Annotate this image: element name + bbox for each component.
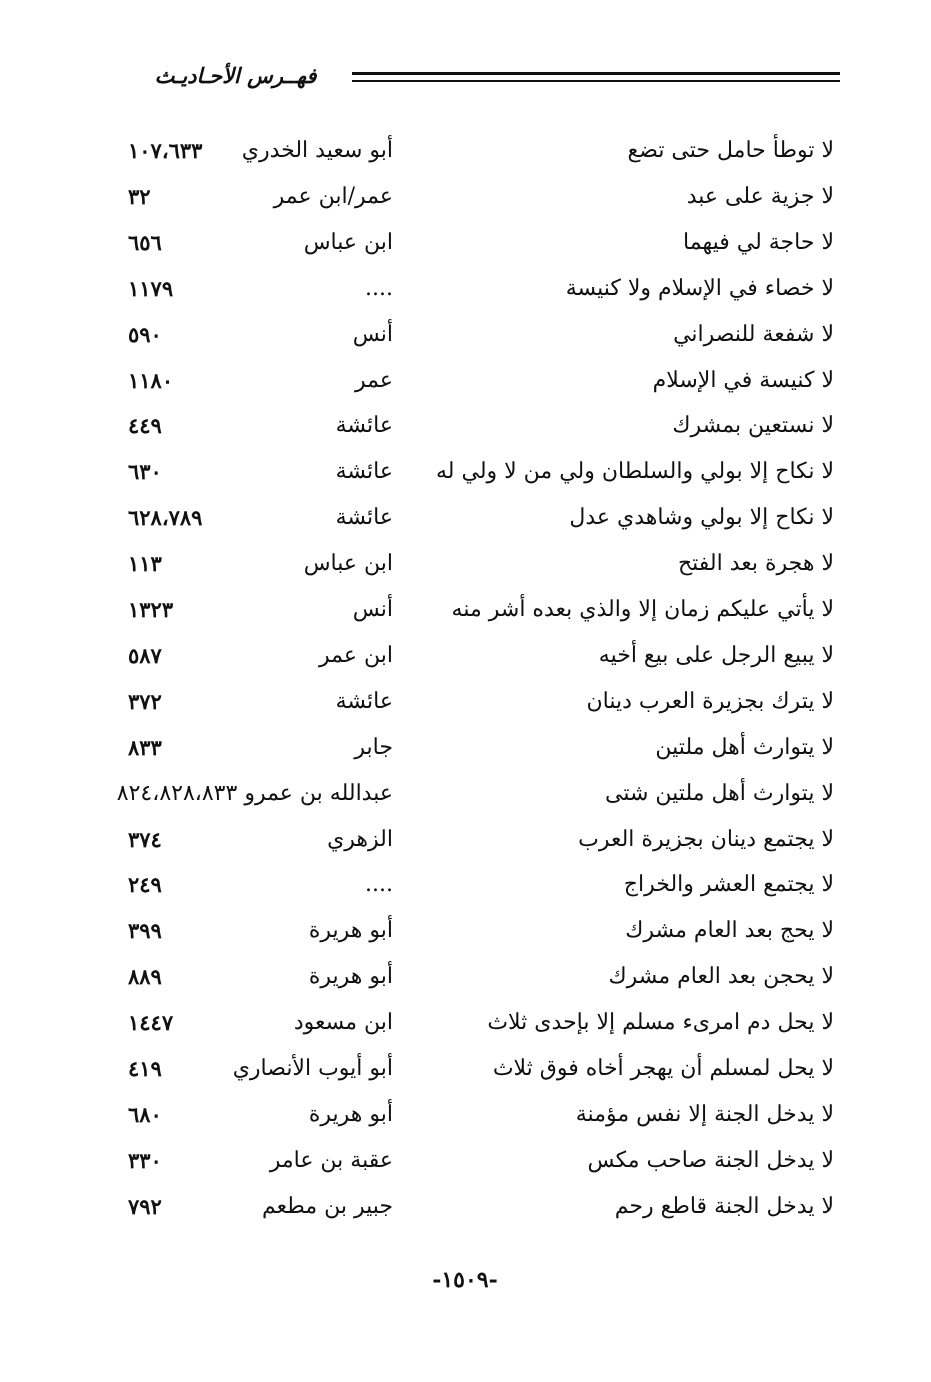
narrator: عائشة: [335, 505, 393, 530]
narrator: عبدالله بن عمرو ٨٢٤،٨٢٨،٨٣٣: [116, 781, 393, 806]
page-references: ٨٨٩: [128, 964, 162, 989]
hadith-text: لا يحل دم امرىء مسلم إلا بإحدى ثلاث: [487, 1010, 834, 1035]
narrator: ابن مسعود: [293, 1010, 393, 1035]
hadith-text: لا يدخل الجنة إلا نفس مؤمنة: [575, 1102, 834, 1127]
page-references: ٣٢: [128, 184, 151, 209]
narrator: ابن عباس: [303, 551, 393, 576]
index-row: [0, 449, 931, 495]
page-references: ٦٥٦: [128, 230, 162, 255]
hadith-text: لا يبيع الرجل على بيع أخيه: [598, 643, 834, 668]
page-references: ٣٧٢: [128, 689, 162, 714]
narrator: أبو هريرة: [308, 1102, 393, 1127]
running-header-title: فهــرس الأحـاديـث: [154, 64, 317, 88]
index-row: [0, 1046, 931, 1092]
hadith-text: لا خصاء في الإسلام ولا كنيسة: [565, 276, 834, 301]
hadith-text: لا جزية على عبد: [686, 184, 834, 209]
hadith-text: لا يترك بجزيرة العرب دينان: [586, 689, 834, 714]
hadith-text: لا يحل لمسلم أن يهجر أخاه فوق ثلاث: [492, 1056, 834, 1081]
index-row: [0, 266, 931, 312]
narrator: أبو هريرة: [308, 964, 393, 989]
page-references: ٤١٩: [128, 1056, 162, 1081]
narrator: عائشة: [335, 689, 393, 714]
hadith-text: لا توطأ حامل حتى تضع: [627, 138, 834, 163]
page-references: ١١٧٩: [128, 276, 174, 301]
hadith-text: لا حاجة لي فيهما: [683, 230, 834, 255]
page-references: ٧٩٢: [128, 1194, 162, 1219]
page-references: ٣٧٤: [128, 827, 162, 852]
hadith-text: لا يحجن بعد العام مشرك: [608, 964, 834, 989]
index-row: [0, 1184, 931, 1230]
hadith-text: لا يجتمع العشر والخراج: [623, 872, 834, 897]
index-row: [0, 817, 931, 863]
hadith-text: لا نكاح إلا بولي والسلطان ولي من لا ولي له: [435, 459, 834, 484]
page-references: ٥٨٧: [128, 643, 162, 668]
header-rule-bottom: [352, 80, 840, 82]
index-row: [0, 908, 931, 954]
narrator: ....: [365, 276, 393, 301]
narrator: أبو هريرة: [308, 918, 393, 943]
page-references: ٥٩٠: [128, 322, 162, 347]
narrator: عمر/ابن عمر: [273, 184, 393, 209]
index-row: [0, 358, 931, 404]
narrator: عقبة بن عامر: [269, 1148, 393, 1173]
index-row: [0, 771, 931, 817]
page-references: ٤٤٩: [128, 413, 162, 438]
page-references: ١٣٢٣: [128, 597, 174, 622]
index-row: [0, 128, 931, 174]
index-row: [0, 541, 931, 587]
hadith-text: لا يدخل الجنة صاحب مكس: [587, 1148, 834, 1173]
index-row: [0, 312, 931, 358]
hadith-text: لا كنيسة في الإسلام: [652, 368, 834, 393]
hadith-text: لا يتوارث أهل ملتين: [655, 735, 834, 760]
index-row: [0, 1138, 931, 1184]
index-row: [0, 725, 931, 771]
hadith-text: لا شفعة للنصراني: [673, 322, 834, 347]
page-references: ٣٩٩: [128, 918, 162, 943]
index-row: [0, 862, 931, 908]
hadith-text: لا نكاح إلا بولي وشاهدي عدل: [569, 505, 834, 530]
narrator: أنس: [352, 597, 393, 622]
hadith-text: لا هجرة بعد الفتح: [677, 551, 834, 576]
hadith-text: لا يأتي عليكم زمان إلا والذي بعده أشر منه: [451, 597, 834, 622]
page-number: -١٥٠٩-: [432, 1267, 498, 1293]
narrator: ....: [365, 872, 393, 897]
narrator: ابن عباس: [303, 230, 393, 255]
page-references: ٦٨٠: [128, 1102, 162, 1127]
narrator: أنس: [352, 322, 393, 347]
narrator: الزهري: [327, 827, 393, 852]
page-references: ٣٣٠: [128, 1148, 162, 1173]
index-row: [0, 633, 931, 679]
narrator: عمر: [355, 368, 393, 393]
page-references: ٦٢٨،٧٨٩: [128, 505, 203, 530]
page-references: ٦٣٠: [128, 459, 162, 484]
page-references: ٨٣٣: [128, 735, 162, 760]
hadith-text: لا يدخل الجنة قاطع رحم: [614, 1194, 834, 1219]
narrator: عائشة: [335, 413, 393, 438]
narrator: أبو أيوب الأنصاري: [232, 1056, 393, 1081]
index-row: [0, 1092, 931, 1138]
index-row: [0, 495, 931, 541]
narrator: جبير بن مطعم: [262, 1194, 393, 1219]
index-row: [0, 1000, 931, 1046]
index-row: [0, 679, 931, 725]
header-rule-top: [352, 72, 840, 75]
hadith-text: لا يحج بعد العام مشرك: [625, 918, 834, 943]
page-references: ١١٣: [128, 551, 162, 576]
index-row: [0, 174, 931, 220]
page-references: ١٤٤٧: [128, 1010, 174, 1035]
narrator: ابن عمر: [319, 643, 393, 668]
narrator: عائشة: [335, 459, 393, 484]
hadith-text: لا يجتمع دينان بجزيرة العرب: [578, 827, 834, 852]
index-row: [0, 220, 931, 266]
index-row: [0, 403, 931, 449]
hadith-text: لا نستعين بمشرك: [672, 413, 834, 438]
page-references: ٢٤٩: [128, 872, 162, 897]
page-references: ١٠٧،٦٣٣: [128, 138, 203, 163]
narrator: أبو سعيد الخدري: [241, 138, 393, 163]
hadith-text: لا يتوارث أهل ملتين شتى: [605, 781, 834, 806]
page-references: ١١٨٠: [128, 368, 174, 393]
narrator: جابر: [354, 735, 393, 760]
index-row: [0, 587, 931, 633]
index-row: [0, 954, 931, 1000]
